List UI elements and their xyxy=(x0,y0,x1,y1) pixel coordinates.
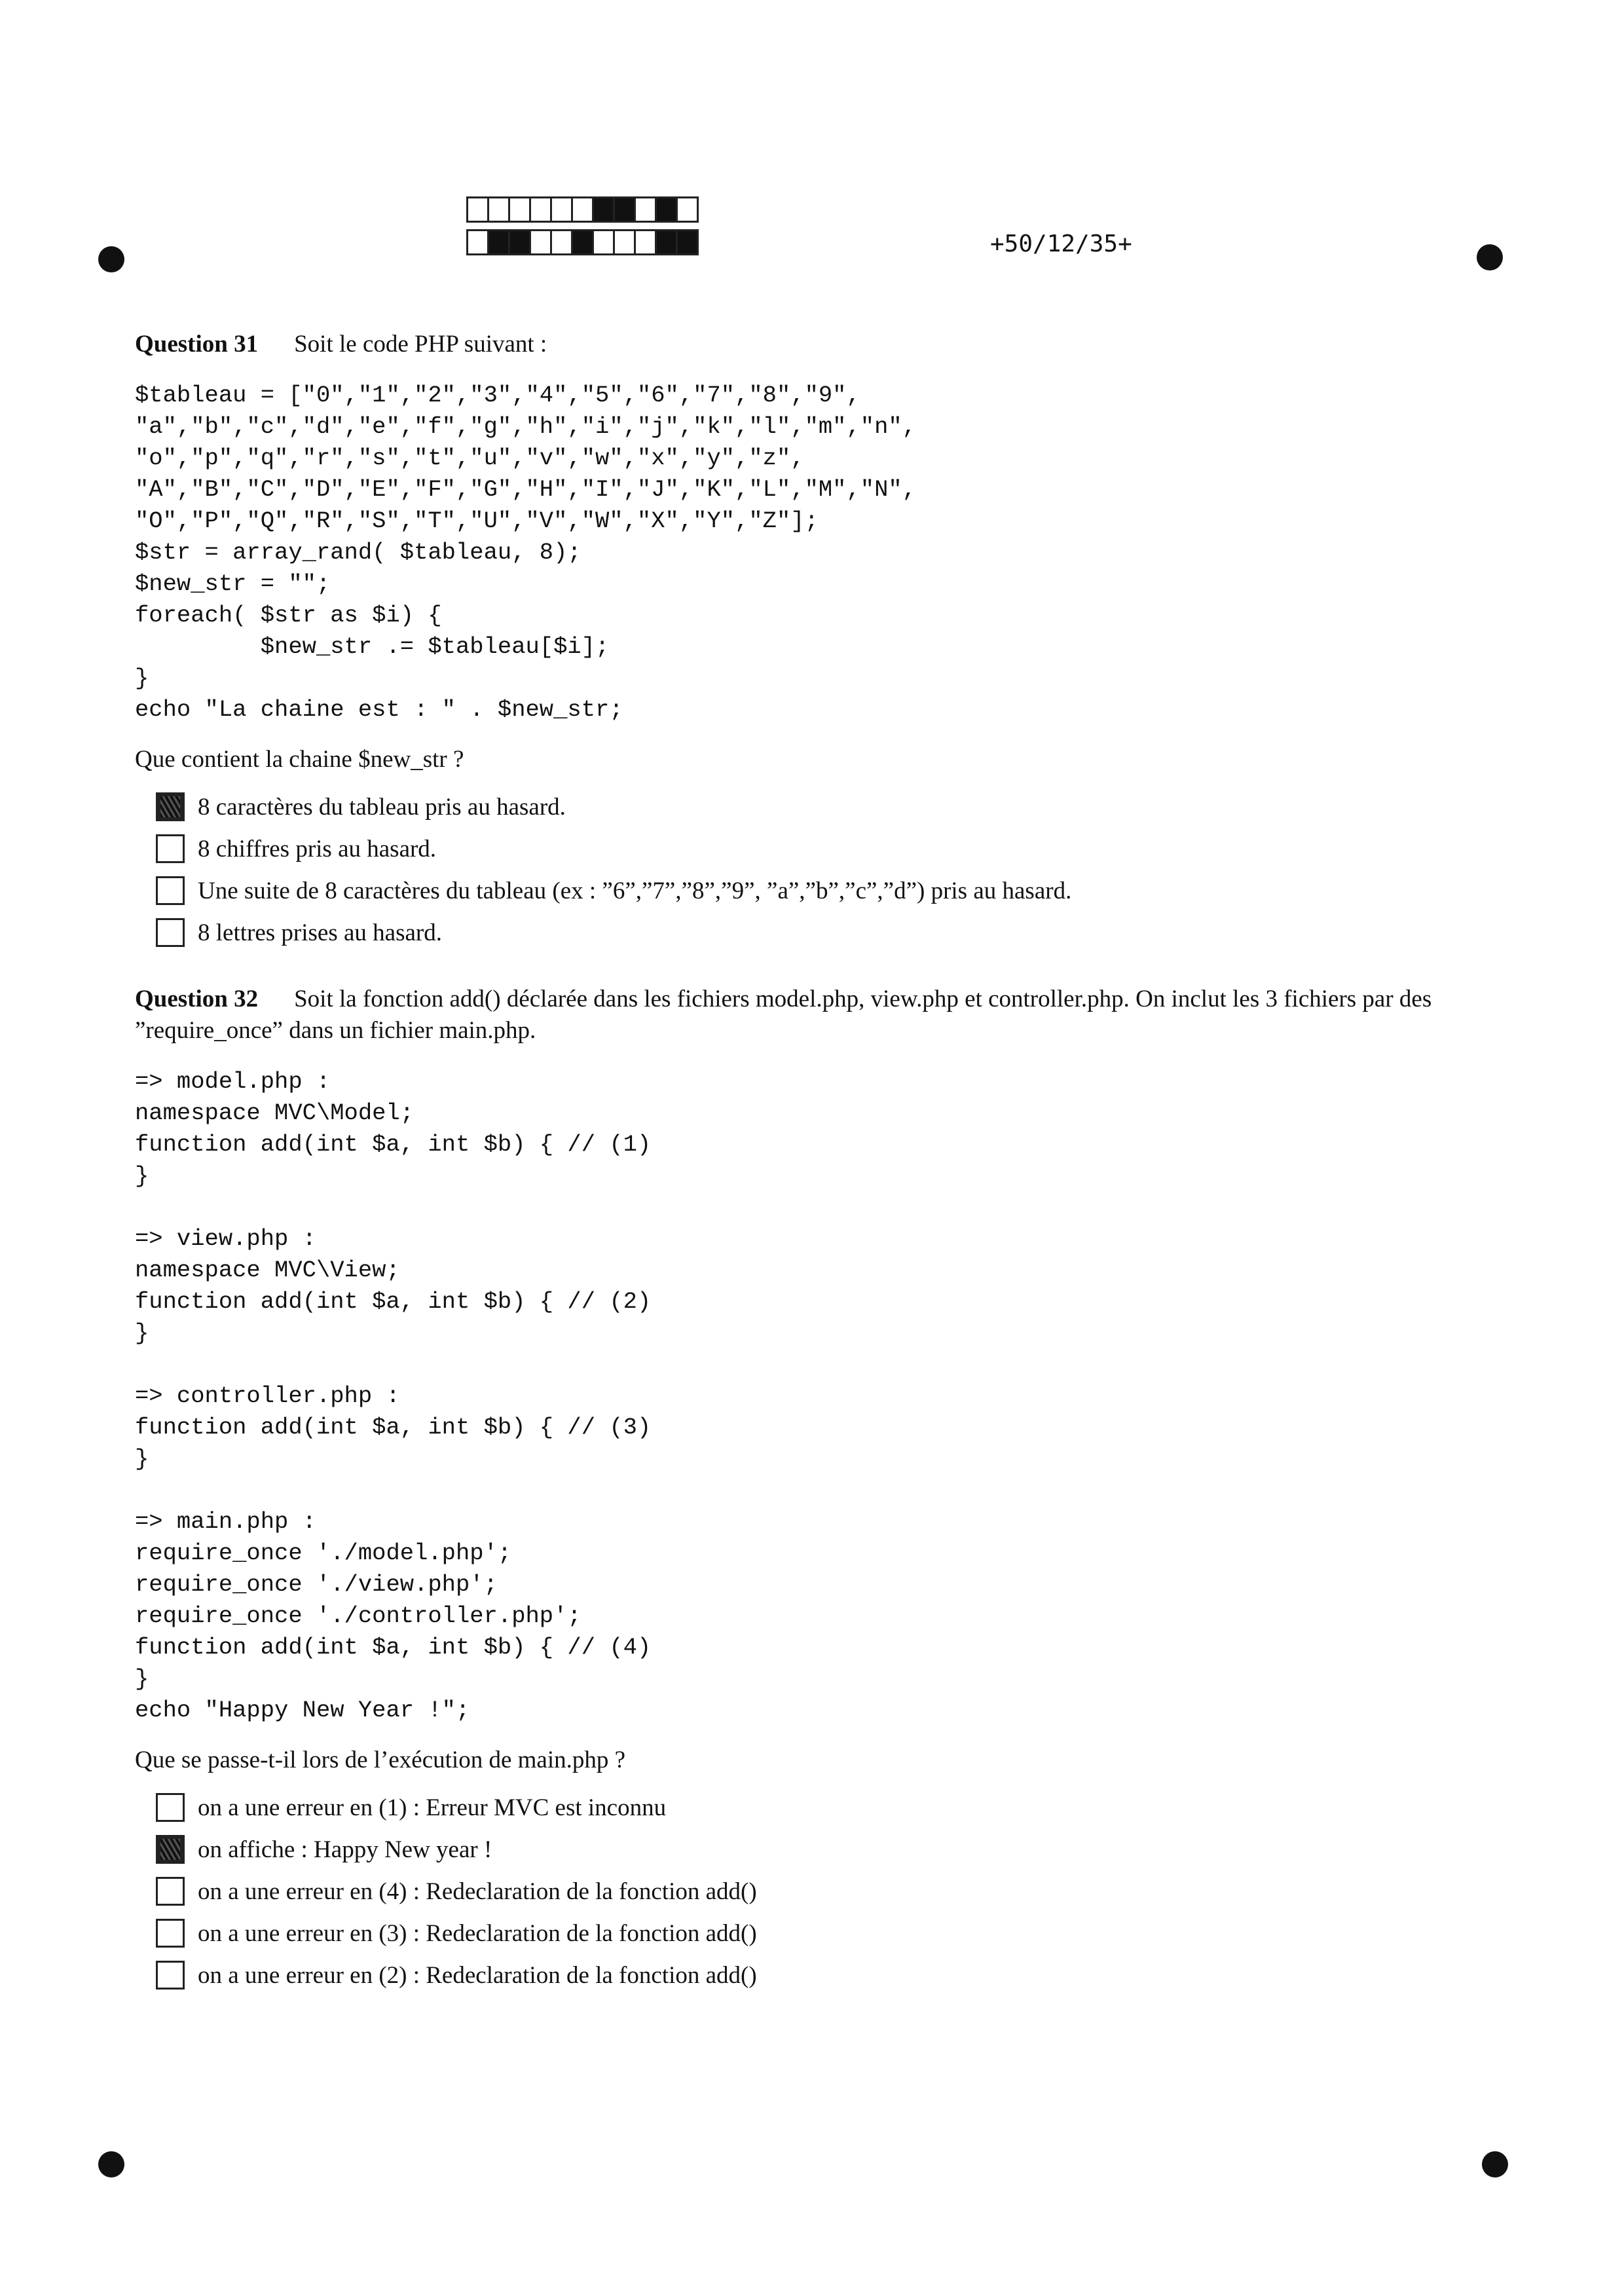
barcode-cell xyxy=(508,229,531,255)
barcode-cell xyxy=(466,196,489,223)
question-prompt: Que se passe-t-il lors de l’exécution de main.php ? xyxy=(135,1747,626,1773)
question-header xyxy=(135,984,1497,1046)
answer-option[interactable] xyxy=(135,1828,1497,1870)
question-number: Question 31 xyxy=(135,331,259,358)
code-block: $tableau = ["0","1","2","3","4","5","6","7","8","9", "a","b","c","d","e","f","g","h","i","j","k","l","m","n", "o","p","q","r","s","t","u","v","w","x","y","z", "A","B","C","D","E","F","G","H","I","J","K","L","M","N", "O","P","Q","R","S","T","U","V","W","X","Y","Z"]; $str = array_rand( $tableau, 8); $new_str = ""; foreach( $str as $i) { $new_str .= $tableau[$i]; } echo "La chaine est : " . $new_str; xyxy=(135,382,916,723)
answer-checkbox[interactable] xyxy=(156,876,185,905)
barcode-cell xyxy=(676,229,699,255)
barcode-bottom-row xyxy=(466,229,697,255)
question-prompt: Que contient la chaine $new_str ? xyxy=(135,746,464,773)
barcode-cell xyxy=(655,229,678,255)
answer-checkbox[interactable] xyxy=(156,834,185,863)
barcode-cell xyxy=(592,229,615,255)
answer-label: on a une erreur en (3) : Redeclaration de la fonction add() xyxy=(198,1919,757,1947)
answer-label: Une suite de 8 caractères du tableau (ex : ”6”,”7”,”8”,”9”, ”a”,”b”,”c”,”d”) pris au hasard. xyxy=(198,877,1072,904)
barcode-cell xyxy=(550,229,573,255)
answer-label: on a une erreur en (4) : Redeclaration de la fonction add() xyxy=(198,1878,757,1905)
answer-label: on a une erreur en (1) : Erreur MVC est inconnu xyxy=(198,1794,667,1821)
answer-option[interactable] xyxy=(135,1787,1497,1828)
answer-label: 8 lettres prises au hasard. xyxy=(198,919,442,946)
barcode-cell xyxy=(613,229,636,255)
barcode-cell xyxy=(529,196,552,223)
answer-checkbox[interactable] xyxy=(156,1835,185,1864)
answer-option[interactable] xyxy=(135,828,1497,870)
registration-mark-bottom-left xyxy=(98,2151,124,2177)
barcode-cell xyxy=(571,196,594,223)
barcode-cell xyxy=(613,196,636,223)
barcode-cell xyxy=(634,229,657,255)
answer-label: 8 caractères du tableau pris au hasard. xyxy=(198,793,566,821)
answer-checkbox[interactable] xyxy=(156,792,185,821)
barcode-cell xyxy=(571,229,594,255)
barcode-cell xyxy=(466,229,489,255)
barcode-top-row xyxy=(466,196,697,223)
answer-checkbox[interactable] xyxy=(156,1919,185,1948)
barcode-cell xyxy=(529,229,552,255)
barcode-cell xyxy=(676,196,699,223)
answer-option[interactable] xyxy=(135,1912,1497,1954)
question-intro: Soit la fonction add() déclarée dans les fichiers model.php, view.php et controller.php. On inclut les 3 fichiers par des ”require_once” dans un fichier main.php. xyxy=(135,986,1432,1044)
barcode-cell xyxy=(487,229,510,255)
question-header xyxy=(135,329,1497,360)
answer-list xyxy=(135,1787,1497,1996)
answer-label: on affiche : Happy New year ! xyxy=(198,1836,492,1863)
answer-option[interactable] xyxy=(135,1870,1497,1912)
answer-label: on a une erreur en (2) : Redeclaration de la fonction add() xyxy=(198,1961,757,1989)
question-31 xyxy=(135,329,1497,954)
answer-checkbox[interactable] xyxy=(156,1961,185,1990)
barcode-cell xyxy=(508,196,531,223)
answer-option[interactable] xyxy=(135,1954,1497,1996)
barcode-cell xyxy=(550,196,573,223)
answer-list xyxy=(135,786,1497,954)
registration-mark-top-left xyxy=(98,246,124,272)
answer-option[interactable] xyxy=(135,870,1497,912)
barcode-cell xyxy=(634,196,657,223)
answer-option[interactable] xyxy=(135,786,1497,828)
code-block: => model.php : namespace MVC\Model; function add(int $a, int $b) { // (1) } => view.php : namespace MVC\View; function add(int $a, int $b) { // (2) } => controller.php : function add(int $a, int $b) { // (3) } => main.php : require_once './model.php'; require_once './view.php'; require_once './controller.php'; function add(int $a, int $b) { // (4) } echo "Happy New Year !"; xyxy=(135,1068,652,1724)
registration-mark-top-right xyxy=(1477,244,1503,270)
barcode-cell xyxy=(655,196,678,223)
answer-checkbox[interactable] xyxy=(156,1793,185,1822)
question-number: Question 32 xyxy=(135,986,259,1012)
answer-checkbox[interactable] xyxy=(156,1877,185,1906)
answer-checkbox[interactable] xyxy=(156,918,185,947)
page-code: +50/12/35+ xyxy=(990,231,1132,257)
answer-option[interactable] xyxy=(135,912,1497,954)
registration-mark-bottom-right xyxy=(1482,2151,1508,2177)
question-32 xyxy=(135,984,1497,1996)
barcode-cell xyxy=(592,196,615,223)
barcode-cell xyxy=(487,196,510,223)
answer-label: 8 chiffres pris au hasard. xyxy=(198,835,437,862)
question-intro: Soit le code PHP suivant : xyxy=(294,331,547,358)
